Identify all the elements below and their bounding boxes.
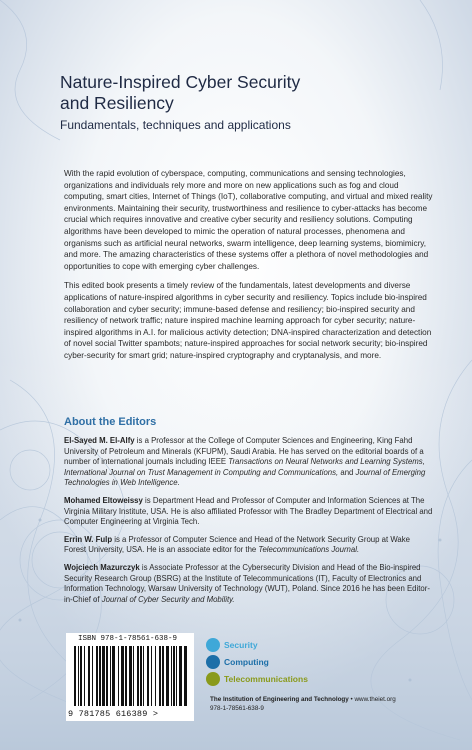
circle-icon (206, 672, 220, 686)
publisher-info (210, 695, 396, 713)
barcode-bar (147, 646, 149, 706)
editor-bio-2-text: is Department Head and Professor of Computer and Information Sciences at The Virginia Military Institute, USA. He is also affiliated Professor with The Bradley Department of Electrical and Computer Engineering at Virginia Tech. (64, 495, 433, 527)
circle-icon (206, 655, 220, 669)
barcode-bar (159, 646, 161, 706)
editor-name-4: Wojciech Mazurczyk (64, 562, 140, 572)
book-title-line2: and Resiliency (60, 93, 174, 113)
editor-bio-1-text-a: is a Professor at the College of Computer Sciences and Engineering, King Fahd University of Petroleum and Minerals (KFUPM), Saudi Arabia. He has served on the editorial boards of a number of international journals including IEEE (64, 436, 424, 467)
barcode-bar (80, 646, 82, 706)
publisher-isbn: 978-1-78561-638-9 (210, 705, 264, 712)
series-logo-item-computing (206, 653, 308, 670)
editor-bio-4-text: is Associate Professor at the Cybersecurity Division and Head of the Bio-inspired Security Research Group (BSRG) at the Institute of Telecommunications (IT), Faculty of Electronics and Information Technology, Warsaw University of Technology (WUT), Poland. Since 2016 he has been Editor-in-Chief of (64, 562, 430, 604)
editor-bio-1-journals-a: Transactions on Neural Networks and Learning Systems, International Journal on Trust Management in Computing and Communications, (64, 457, 425, 477)
isbn-barcode (66, 633, 194, 721)
editor-bio-4 (64, 563, 434, 605)
barcode-bar (118, 646, 119, 706)
editors-section (64, 436, 434, 612)
barcode-bar (171, 646, 172, 706)
description-paragraph-2: This edited book presents a timely review of the fundamentals, latest developments and diverse applications of nature-inspired algorithms in cyber security and resiliency. Topics include bio-inspired collaboration and cyber security; immune-based defense and resiliency; bio-inspired security and resiliency of network traffic; nature inspired machine learning approach for cyber security; nature-inspired algorithms in A.I. for malicious activity detection; DNA-inspired characterization and detection of novel social Twitter spambots; nature-inspired approaches for social network security; bio-inspired cyber-security for smart grid; nature-inspired cryptography and cryptanalysis, and more. (64, 281, 432, 360)
barcode-bar (137, 646, 139, 706)
barcode-bar (84, 646, 85, 706)
editors-heading: About the Editors (64, 416, 157, 428)
barcode-bar (173, 646, 175, 706)
barcode-bar (88, 646, 90, 706)
editor-bio-1 (64, 436, 434, 489)
barcode-bar (102, 646, 105, 706)
series-logo-item-telecommunications (206, 670, 308, 687)
editor-bio-1-text-b: and (338, 467, 356, 477)
publisher-url[interactable]: www.theiet.org (354, 696, 396, 703)
barcode-bar (129, 646, 132, 706)
description-paragraph-1: With the rapid evolution of cyberspace, computing, communications and sensing technologies, organizations and individuals rely more and more on new applications such as fog and cloud computing, smart cities, Internet of Things (IoT), collaborative computing, and virtual and mixed reality environments. Maintaining their security, trustworthiness and resilience to cyber-attacks has become crucial which requires innovative and creative cyber security and resiliency solutions. Computing algorithms have been developed to mimic the operation of natural processes, phenomena and organisms such as artificial neural networks, swarm intelligence, deep learning systems, biomimicry, and more. The amazing characteristics of these systems offer a plethora of novel methodologies and opportunities to cope with emerging cyber challenges. (64, 169, 433, 271)
isbn-label: ISBN 978-1-78561-638-9 (78, 635, 178, 643)
series-logo (206, 636, 308, 687)
barcode-digits: 9 781785 616389 > (68, 709, 159, 719)
barcode-bar (112, 646, 115, 706)
barcode-bar (125, 646, 127, 706)
editor-bio-3-text: is a Professor of Computer Science and Head of the Network Security Group at Wake Forest University, USA. He is an associate editor for the (64, 534, 410, 555)
circle-icon (206, 638, 220, 652)
title-block (60, 72, 430, 132)
barcode-bar (96, 646, 98, 706)
barcode-bar (92, 646, 93, 706)
editor-name-1: El-Sayed M. El-Alfy (64, 436, 135, 445)
book-subtitle: Fundamentals, techniques and applications (60, 118, 291, 132)
barcode-bar (99, 646, 101, 706)
series-logo-item-security (206, 636, 308, 653)
editor-bio-2 (64, 496, 434, 528)
editor-bio-4-journal: Journal of Cyber Security and Mobility. (101, 594, 235, 604)
book-title-line1: Nature-Inspired Cyber Security (60, 72, 301, 92)
editor-bio-3-journal: Telecommunications Journal. (258, 545, 360, 555)
barcode-bar (106, 646, 108, 706)
editor-name-3: Errin W. Fulp (64, 534, 113, 544)
barcode-bar (162, 646, 164, 706)
barcode-bar (78, 646, 79, 706)
barcode-bar (151, 646, 152, 706)
barcode-bar (155, 646, 156, 706)
barcode-bar (179, 646, 182, 706)
barcode-bar (143, 646, 144, 706)
barcode-bar (176, 646, 177, 706)
barcode-bar (121, 646, 124, 706)
editor-bio-3 (64, 535, 434, 556)
barcode-bar (133, 646, 134, 706)
book-description (64, 168, 434, 370)
series-label-security: Security (224, 639, 258, 650)
publisher-separator: • (348, 696, 355, 703)
barcode-bar (140, 646, 142, 706)
barcode-bar (184, 646, 187, 706)
publisher-name: The Institution of Engineering and Technology (210, 696, 349, 703)
barcode-bar (166, 646, 169, 706)
barcode-bar (74, 646, 76, 706)
series-label-telecommunications: Telecommunications (224, 673, 308, 684)
series-label-computing: Computing (224, 656, 269, 667)
barcode-bar (110, 646, 111, 706)
book-title (60, 72, 430, 114)
editor-bio-1-journals-b: Journal of Emerging Technologies in Web Intelligence. (64, 467, 426, 488)
barcode-bars-icon (72, 646, 192, 708)
editor-name-2: Mohamed Eltoweissy (64, 495, 143, 505)
publisher-line (210, 695, 396, 704)
